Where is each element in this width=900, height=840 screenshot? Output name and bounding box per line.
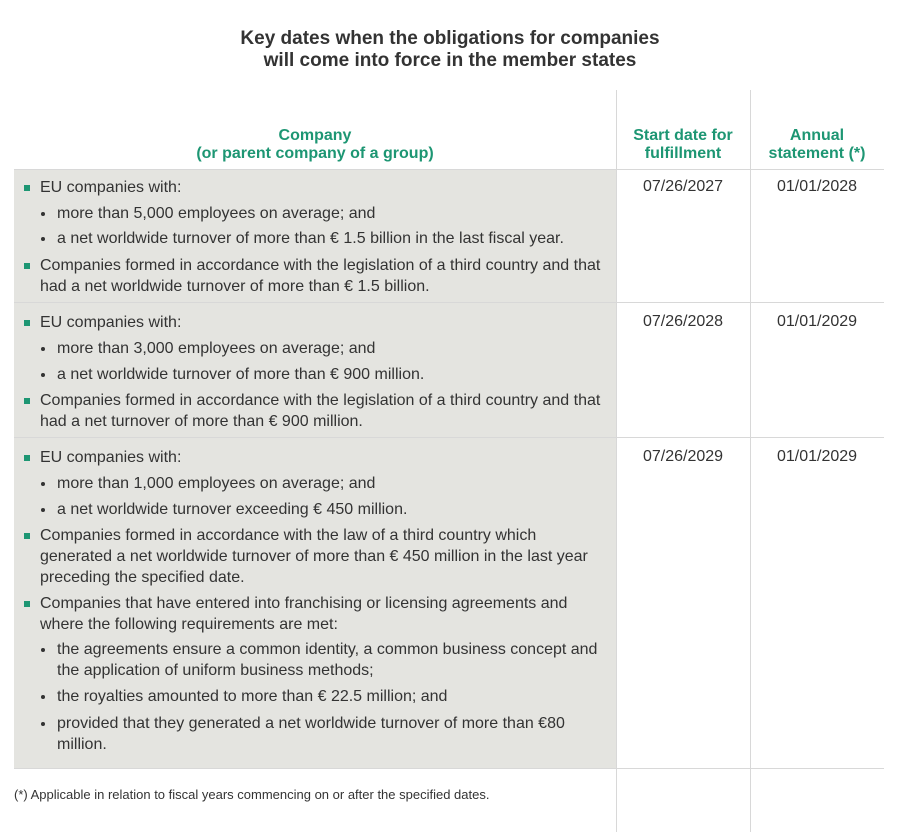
- list-item: EU companies with:: [40, 314, 182, 331]
- list-item: Companies formed in accordance with the legislation of a third country and that had a net turnover of more than € 900 million.: [40, 392, 601, 430]
- row-divider: [14, 437, 884, 438]
- table-title-line2: will come into force in the member states: [263, 50, 637, 71]
- list-subitem: more than 1,000 employees on average; and: [57, 475, 376, 492]
- list-subitem: more than 5,000 employees on average; and: [57, 205, 376, 222]
- list-item: Companies that have entered into franchising or licensing agreements and where the following requirements are met:: [40, 595, 568, 633]
- annual-statement-date: 01/01/2028: [776, 178, 858, 195]
- start-date: 07/26/2028: [642, 313, 724, 330]
- table-title: [0, 28, 900, 72]
- square-bullet-icon: [24, 533, 30, 539]
- list-subitem: a net worldwide turnover of more than € 1.5 billion in the last fiscal year.: [57, 230, 564, 247]
- dot-bullet-icon: [41, 482, 45, 486]
- square-bullet-icon: [24, 185, 30, 191]
- header-start-line1: Start date for: [633, 127, 733, 144]
- table-title-line1: Key dates when the obligations for companies: [240, 28, 660, 49]
- dot-bullet-icon: [41, 648, 45, 652]
- square-bullet-icon: [24, 455, 30, 461]
- annual-statement-date: 01/01/2029: [776, 313, 858, 330]
- dot-bullet-icon: [41, 695, 45, 699]
- list-item: Companies formed in accordance with the law of a third country which generated a net worldwide turnover of more than € 450 million in the last year preceding the specified date.: [40, 527, 588, 586]
- list-item: EU companies with:: [40, 179, 182, 196]
- header-annual-line1: Annual: [789, 127, 845, 144]
- list-subitem: the agreements ensure a common identity, a common business concept and the application of uniform business methods;: [57, 641, 598, 679]
- annual-statement-date: 01/01/2029: [776, 448, 858, 465]
- dot-bullet-icon: [41, 373, 45, 377]
- dot-bullet-icon: [41, 508, 45, 512]
- square-bullet-icon: [24, 398, 30, 404]
- square-bullet-icon: [24, 320, 30, 326]
- header-company-line1: Company: [278, 127, 352, 144]
- footnote: (*) Applicable in relation to fiscal years commencing on or after the specified dates.: [14, 787, 490, 802]
- square-bullet-icon: [24, 601, 30, 607]
- start-date: 07/26/2029: [642, 448, 724, 465]
- header-start-date: [616, 127, 750, 163]
- header-annual-statement: [750, 127, 884, 163]
- dot-bullet-icon: [41, 722, 45, 726]
- list-item: Companies formed in accordance with the legislation of a third country and that had a net worldwide turnover of more than € 1.5 billion.: [40, 257, 601, 295]
- list-item: EU companies with:: [40, 449, 182, 466]
- header-annual-line2: statement (*): [768, 145, 866, 162]
- list-subitem: provided that they generated a net worldwide turnover of more than €80 million.: [57, 715, 565, 753]
- header-start-line2: fulfillment: [644, 145, 722, 162]
- row-divider: [14, 768, 884, 769]
- list-subitem: a net worldwide turnover of more than € 900 million.: [57, 366, 425, 383]
- list-subitem: more than 3,000 employees on average; and: [57, 340, 376, 357]
- header-company: [14, 127, 616, 163]
- list-subitem: the royalties amounted to more than € 22.5 million; and: [57, 688, 448, 705]
- dot-bullet-icon: [41, 212, 45, 216]
- start-date: 07/26/2027: [642, 178, 724, 195]
- header-company-line2: (or parent company of a group): [196, 145, 434, 162]
- row-divider: [14, 169, 884, 170]
- dot-bullet-icon: [41, 347, 45, 351]
- square-bullet-icon: [24, 263, 30, 269]
- list-subitem: a net worldwide turnover exceeding € 450 million.: [57, 501, 408, 518]
- row-divider: [14, 302, 884, 303]
- dot-bullet-icon: [41, 237, 45, 241]
